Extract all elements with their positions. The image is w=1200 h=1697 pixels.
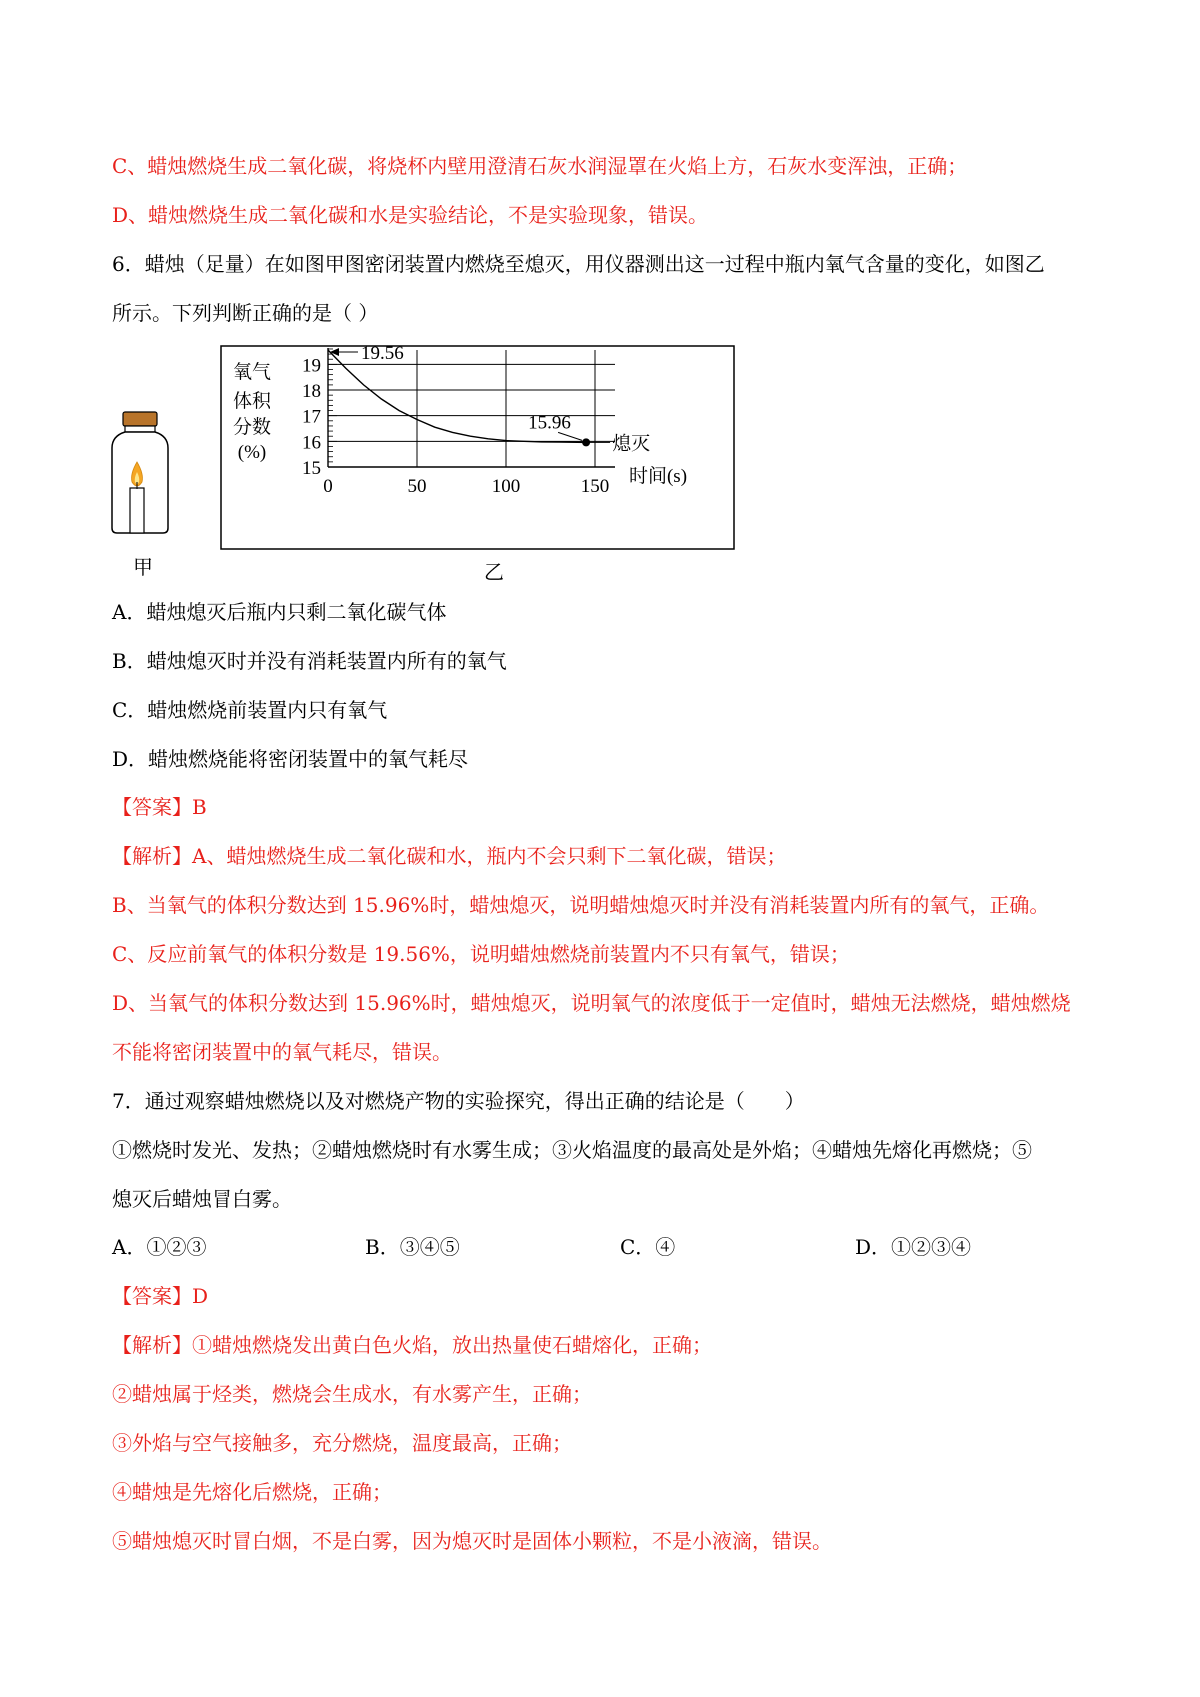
y-tick-label-17: 17 <box>302 406 321 428</box>
y-label-part: 氧气 <box>232 362 272 383</box>
analysis-c-previous: C、蜡烛燃烧生成二氧化碳，将烧杯内壁用澄清石灰水润湿罩在火焰上方，石灰水变浑浊，正确； <box>112 154 968 178</box>
oxygen-volume-chart <box>220 345 735 550</box>
question-7-option-c: C．④ <box>620 1235 676 1259</box>
x-tick-label-50: 50 <box>407 476 427 497</box>
question-6-option-b: B．蜡烛熄灭时并没有消耗装置内所有的氧气 <box>112 649 507 673</box>
y-label-part: 体积 <box>232 391 272 412</box>
question-6-analysis-d-line1: D、当氧气的体积分数达到 15.96%时，蜡烛熄灭，说明氧气的浓度低于一定值时，蜡烛无法燃烧，蜡烛燃烧 <box>112 991 1071 1015</box>
question-7-analysis-3: ③外焰与空气接触多，充分燃烧，温度最高，正确； <box>112 1431 572 1455</box>
question-7-analysis-2: ②蜡烛属于烃类，燃烧会生成水，有水雾产生，正确； <box>112 1382 592 1406</box>
y-label-part: 分数 <box>232 417 272 438</box>
question-6-option-c: C．蜡烛燃烧前装置内只有氧气 <box>112 698 388 722</box>
y-tick-label-19: 19 <box>302 355 321 377</box>
question-6-answer: 【答案】B <box>112 795 207 819</box>
question-6-stem-line1: 6．蜡烛（足量）在如图甲图密闭装置内燃烧至熄灭，用仪器测出这一过程中瓶内氧气含量的变化，如图乙 <box>112 252 1045 276</box>
end-value-label: 15.96 <box>528 412 571 434</box>
question-7-option-a: A．①②③ <box>112 1235 207 1259</box>
question-6-analysis-a: 【解析】A、蜡烛燃烧生成二氧化碳和水，瓶内不会只剩下二氧化碳，错误； <box>112 844 787 868</box>
question-6-analysis-d-line2: 不能将密闭装置中的氧气耗尽，错误。 <box>112 1040 452 1064</box>
x-tick-label-0: 0 <box>323 476 333 497</box>
figure-label-jia: 甲 <box>133 555 153 579</box>
question-7-stem-line1: 7．通过观察蜡烛燃烧以及对燃烧产物的实验探究，得出正确的结论是（ ） <box>112 1089 805 1113</box>
x-tick-label-100: 100 <box>491 476 521 497</box>
analysis-d-previous: D、蜡烛燃烧生成二氧化碳和水是实验结论，不是实验现象，错误。 <box>112 203 709 227</box>
x-tick-label-150: 150 <box>580 476 610 497</box>
question-7-analysis-5: ⑤蜡烛熄灭时冒白烟，不是白雾，因为熄灭时是固体小颗粒，不是小液滴，错误。 <box>112 1529 832 1553</box>
start-value-label: 19.56 <box>361 345 404 364</box>
extinguish-label: 熄灭 <box>612 433 651 455</box>
y-tick-label-16: 16 <box>302 432 321 454</box>
question-7-analysis-4: ④蜡烛是先熔化后燃烧，正确； <box>112 1480 392 1504</box>
y-tick-label-18: 18 <box>302 381 321 403</box>
figure-label-yi: 乙 <box>484 560 504 584</box>
question-7-stem-line2: ①燃烧时发光、发热；②蜡烛燃烧时有水雾生成；③火焰温度的最高处是外焰；④蜡烛先熔化再燃烧；⑤ <box>112 1138 1032 1162</box>
question-6-option-a: A．蜡烛熄灭后瓶内只剩二氧化碳气体 <box>112 600 447 624</box>
question-6-analysis-b: B、当氧气的体积分数达到 15.96%时，蜡烛熄灭，说明蜡烛熄灭时并没有消耗装置内所有的氧气，正确。 <box>112 893 1050 917</box>
bottle-candle-figure <box>110 410 170 535</box>
end-point-dot <box>582 438 590 446</box>
question-7-option-d: D．①②③④ <box>855 1235 972 1259</box>
question-6-analysis-c: C、反应前氧气的体积分数是 19.56%，说明蜡烛燃烧前装置内不只有氧气，错误； <box>112 942 850 966</box>
y-label-part: (%) <box>237 442 267 463</box>
y-tick-label-15: 15 <box>302 458 321 479</box>
question-6-option-d: D．蜡烛燃烧能将密闭装置中的氧气耗尽 <box>112 747 469 771</box>
question-7-option-b: B．③④⑤ <box>365 1235 460 1259</box>
question-6-stem-line2: 所示。下列判断正确的是（ ） <box>112 301 379 325</box>
x-axis-label: 时间(s) <box>628 466 688 487</box>
chart-frame <box>221 346 734 549</box>
question-7-answer: 【答案】D <box>112 1284 209 1308</box>
question-7-stem-line3: 熄灭后蜡烛冒白雾。 <box>112 1187 292 1211</box>
question-7-analysis-1: 【解析】①蜡烛燃烧发出黄白色火焰，放出热量使石蜡熔化，正确； <box>112 1333 712 1357</box>
